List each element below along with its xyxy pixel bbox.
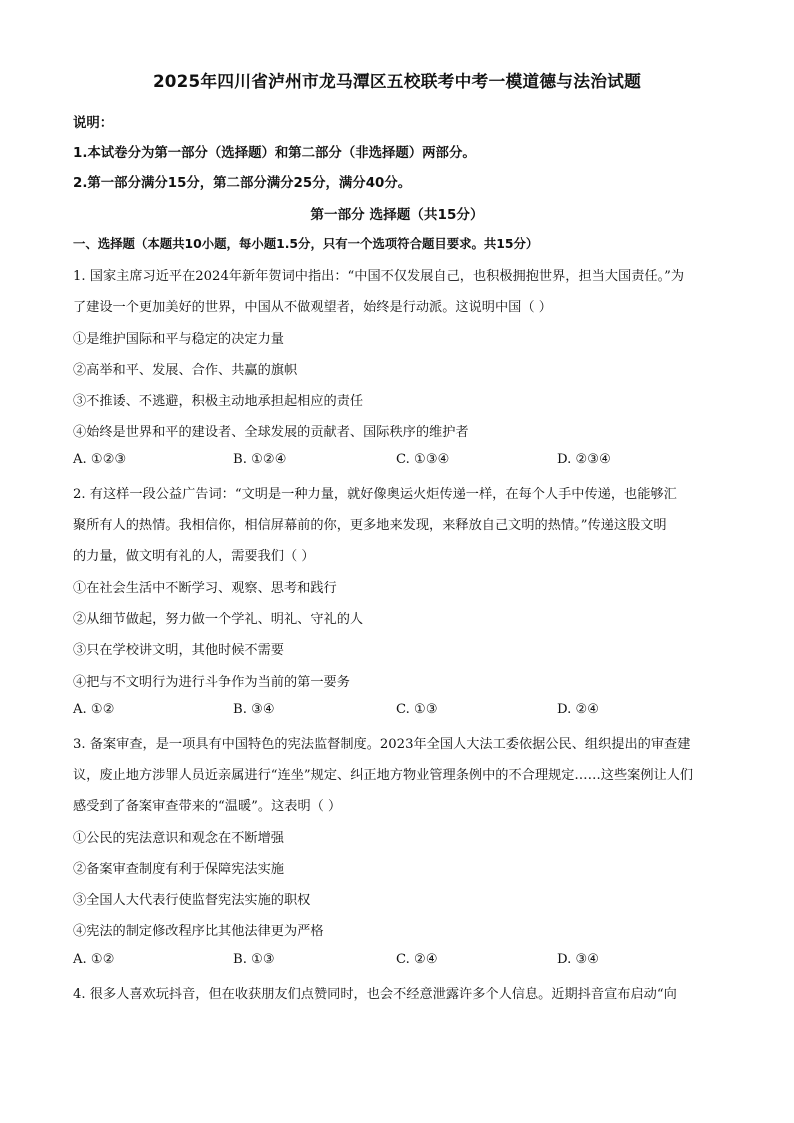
option-a[interactable]: A. ①②③ xyxy=(73,452,127,467)
notes-heading: 说明： xyxy=(73,116,114,131)
note-1: 1.本试卷分为第一部分（选择题）和第二部分（非选择题）两部分。 xyxy=(73,146,476,161)
option-b[interactable]: B. ③④ xyxy=(233,702,275,717)
exam-title: 2025年四川省泸州市龙马潭区五校联考中考一模道德与法治试题 xyxy=(152,71,642,91)
statement-item: ④始终是世界和平的建设者、全球发展的贡献者、国际秩序的维护者 xyxy=(73,425,469,440)
option-a[interactable]: A. ①② xyxy=(73,952,115,967)
statement-item: ②高举和平、发展、合作、共赢的旗帜 xyxy=(73,363,298,378)
statement-item: ②备案审查制度有利于保障宪法实施 xyxy=(73,862,284,877)
question-text-line: 1. 国家主席习近平在2024年新年贺词中指出：“中国不仅发展自己，也积极拥抱世界，担当大国责任。”为 xyxy=(73,269,685,284)
option-c[interactable]: C. ①③ xyxy=(396,702,438,717)
statement-item: ①在社会生活中不断学习、观察、思考和践行 xyxy=(73,581,337,596)
question-text-line: 2. 有这样一段公益广告词：“文明是一种力量，就好像奥运火炬传递一样，在每个人手中传递，也能够汇 xyxy=(73,487,677,502)
option-c[interactable]: C. ②④ xyxy=(396,952,438,967)
option-a[interactable]: A. ①② xyxy=(73,702,115,717)
option-c[interactable]: C. ①③④ xyxy=(396,452,450,467)
note-2: 2.第一部分满分15分，第二部分满分25分，满分40分。 xyxy=(73,176,412,191)
question-text-line: 3. 备案审查，是一项具有中国特色的宪法监督制度。2023年全国人大法工委依据公民、组织提出的审查建 xyxy=(73,737,691,752)
question-text-line: 4. 很多人喜欢玩抖音，但在收获朋友们点赞同时，也会不经意泄露许多个人信息。近期抖音宣布启动“向 xyxy=(73,987,677,1002)
question-text-line: 议，废止地方涉罪人员近亲属进行“连坐”规定、纠正地方物业管理条例中的不合理规定……这些案例让人们 xyxy=(73,768,694,783)
option-b[interactable]: B. ①③ xyxy=(233,952,275,967)
statement-item: ④把与不文明行为进行斗争作为当前的第一要务 xyxy=(73,675,350,690)
question-text-line: 聚所有人的热情。我相信你，相信屏幕前的你，更多地来发现，来释放自己文明的热情。”传递这股文明 xyxy=(73,518,667,533)
question-text-line: 了建设一个更加美好的世界，中国从不做观望者，始终是行动派。这说明中国（ ） xyxy=(73,300,552,315)
question-text-line: 的力量，做文明有礼的人，需要我们（ ） xyxy=(73,549,315,564)
question-text-line: 感受到了备案审查带来的“温暖”。这表明（ ） xyxy=(73,799,342,814)
option-b[interactable]: B. ①②④ xyxy=(233,452,287,467)
statement-item: ④宪法的制定修改程序比其他法律更为严格 xyxy=(73,924,324,939)
statement-item: ③全国人大代表行使监督宪法实施的职权 xyxy=(73,893,311,908)
section1-instructions: 一、选择题（本题共10小题，每小题1.5分，只有一个选项符合题目要求。共15分） xyxy=(73,236,539,251)
statement-item: ②从细节做起，努力做一个学礼、明礼、守礼的人 xyxy=(73,612,364,627)
option-d[interactable]: D. ③④ xyxy=(557,952,600,967)
option-d[interactable]: D. ②③④ xyxy=(557,452,611,467)
option-d[interactable]: D. ②④ xyxy=(557,702,600,717)
part1-title: 第一部分 选择题（共15分） xyxy=(310,207,484,223)
statement-item: ①公民的宪法意识和观念在不断增强 xyxy=(73,831,284,846)
statement-item: ③只在学校讲文明，其他时候不需要 xyxy=(73,643,284,658)
statement-item: ③不推诿、不逃避，积极主动地承担起相应的责任 xyxy=(73,394,364,409)
statement-item: ①是维护国际和平与稳定的决定力量 xyxy=(73,332,284,347)
